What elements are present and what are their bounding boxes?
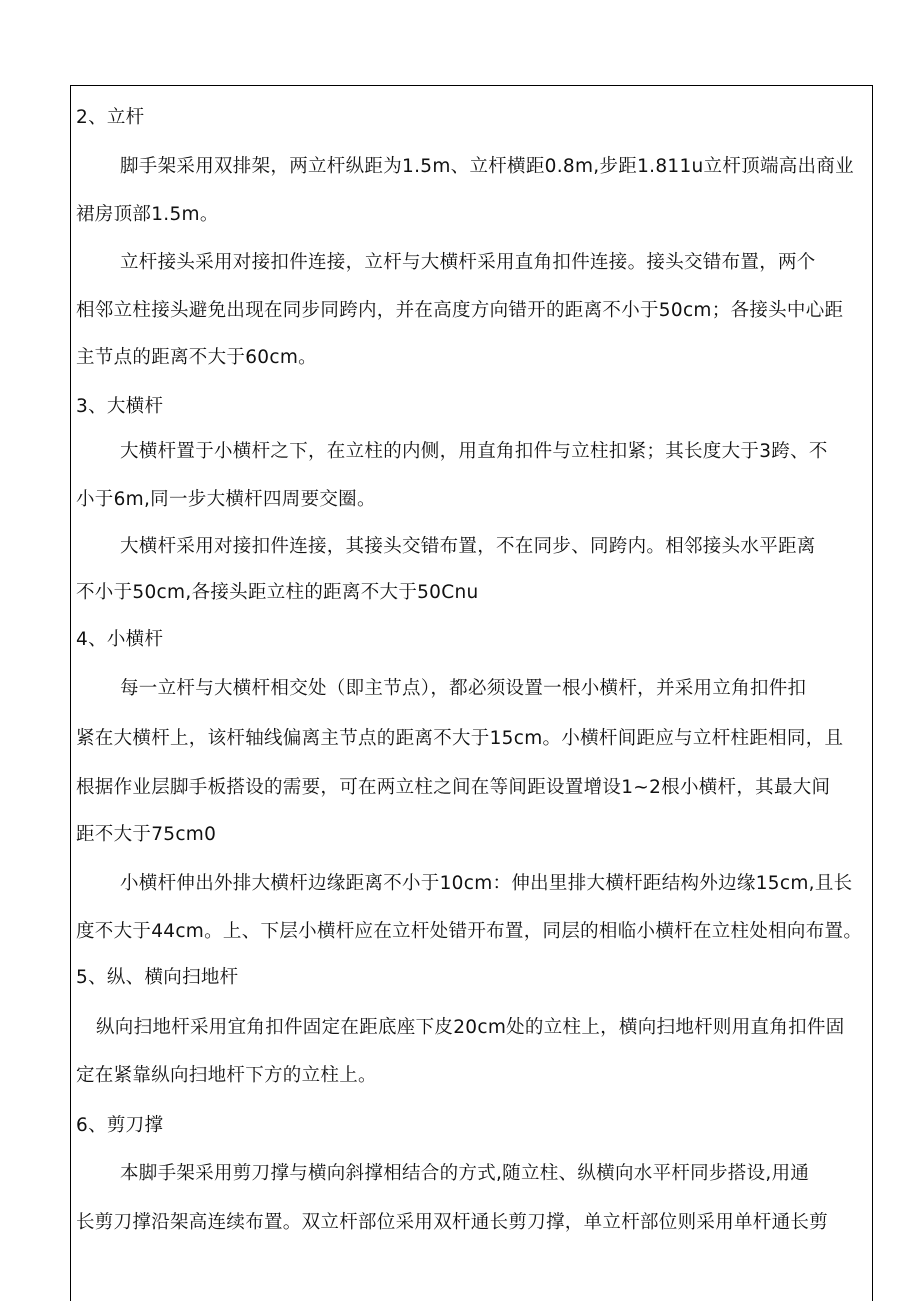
paragraph-line: 大横杆置于小横杆之下，在立柱的内侧，用直角扣件与立柱扣紧；其长度大于3跨、不 [120, 441, 828, 462]
paragraph-line: 每一立杆与大横杆相交处（即主节点），都必须设置一根小横杆，并采用立角扣件扣 [120, 678, 807, 699]
paragraph-line: 立杆接头采用对接扣件连接，立杆与大横杆采用直角扣件连接。接头交错布置，两个 [120, 252, 816, 273]
paragraph-line: 不小于50cm,各接头距立柱的距离不大于50Cnu [76, 582, 479, 603]
heading-3: 3、大横杆 [76, 396, 164, 417]
paragraph-line: 脚手架采用双排架，两立杆纵距为1.5m、立杆横距0.8m,步距1.811u立杆顶端高出商业 [120, 156, 854, 177]
paragraph-line: 长剪刀撑沿架高连续布置。双立杆部位采用双杆通长剪刀撑，单立杆部位则采用单杆通长剪 [76, 1212, 829, 1233]
heading-4: 4、小横杆 [76, 629, 164, 650]
paragraph-line: 纵向扫地杆采用宜角扣件固定在距底座下皮20cm处的立柱上，横向扫地杆则用直角扣件固 [96, 1017, 845, 1038]
paragraph-line: 裙房顶部1.5m。 [76, 204, 219, 225]
paragraph-line: 距不大于75cm0 [76, 824, 217, 845]
paragraph-line: 小横杆伸出外排大横杆边缘距离不小于10cm：伸出里排大横杆距结构外边缘15cm,且长 [120, 873, 853, 894]
paragraph-line: 大横杆采用对接扣件连接，其接头交错布置，不在同步、同跨内。相邻接头水平距离 [120, 536, 816, 557]
paragraph-line: 定在紧靠纵向扫地杆下方的立柱上。 [76, 1065, 377, 1086]
paragraph-line: 相邻立柱接头避免出现在同步同跨内，并在高度方向错开的距离不小于50cm；各接头中心距 [76, 300, 844, 321]
paragraph-line: 根据作业层脚手板搭设的需要，可在两立柱之间在等间距设置增设1~2根小横杆，其最大间 [76, 777, 831, 798]
paragraph-line: 紧在大横杆上，该杆轴线偏离主节点的距离不大于15cm。小横杆间距应与立杆柱距相同，且 [76, 728, 844, 749]
heading-2: 2、立杆 [76, 107, 145, 128]
heading-5: 5、纵、横向扫地杆 [76, 967, 239, 988]
paragraph-line: 度不大于44cm。上、下层小横杆应在立杆处错开布置，同层的相临小横杆在立柱处相向布置。 [76, 921, 863, 942]
heading-6: 6、剪刀撑 [76, 1115, 164, 1136]
paragraph-line: 主节点的距离不大于60cm。 [76, 347, 317, 368]
paragraph-line: 本脚手架采用剪刀撑与横向斜撑相结合的方式,随立柱、纵横向水平杆同步搭设,用通 [120, 1163, 810, 1184]
paragraph-line: 小于6m,同一步大横杆四周要交圈。 [76, 489, 376, 510]
